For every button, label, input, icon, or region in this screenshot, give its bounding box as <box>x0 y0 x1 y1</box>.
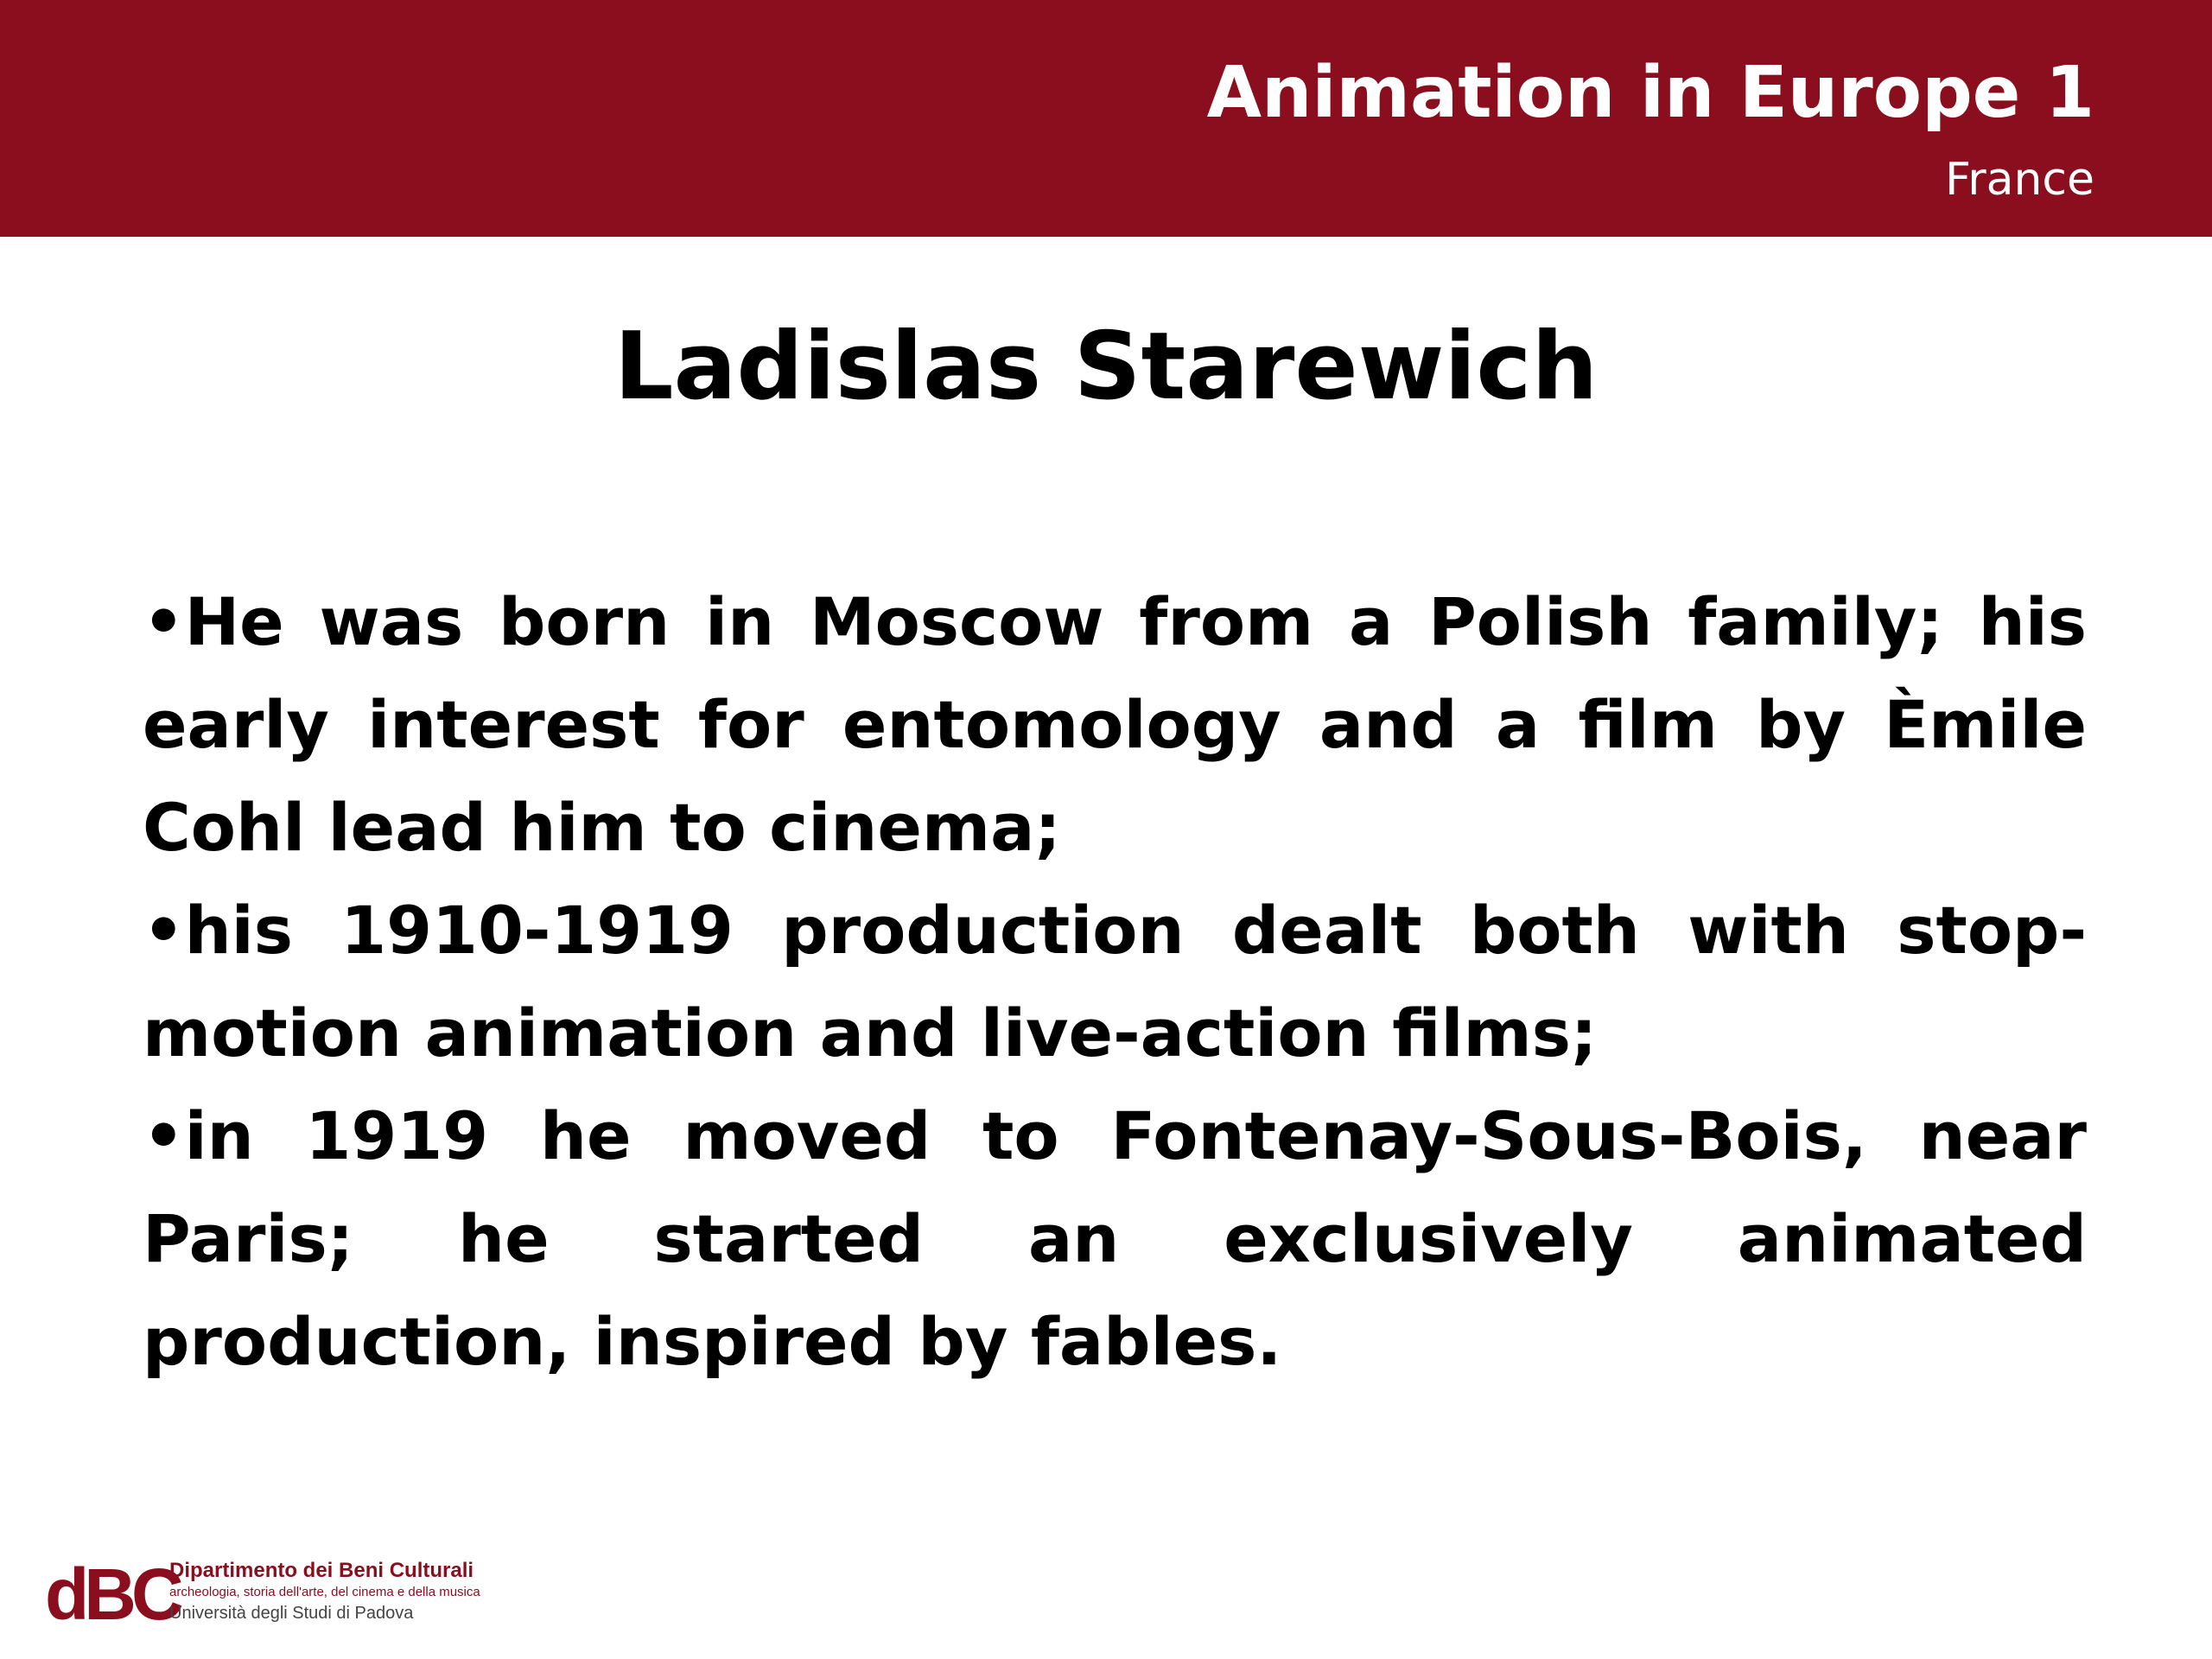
header-subtitle: France <box>1945 154 2094 206</box>
logo-university-name: Università degli Studi di Padova <box>169 1604 414 1623</box>
logo-department-subtitle: archeologia, storia dell'arte, del cinema e della musica <box>169 1585 480 1599</box>
logo-text <box>169 1559 480 1624</box>
header-title: Animation in Europe 1 <box>1206 52 2094 134</box>
slide-title: Ladislas Starewich <box>613 313 1599 421</box>
header-band <box>0 0 2212 237</box>
logo-department-name: Dipartimento dei Beni Culturali <box>169 1559 474 1582</box>
bullet-item: •in 1919 he moved to Fontenay-Sous-Bois, near Paris; he started an exclusively animated production, inspired by fables. <box>143 1097 2087 1380</box>
bullet-item: •his 1910-1919 production dealt both with stop-motion animation and live-action films; <box>143 892 2087 1071</box>
bullet-list <box>143 570 2087 1393</box>
logo-mark: dBC <box>45 1554 179 1635</box>
department-logo <box>45 1555 529 1633</box>
bullet-item: •He was born in Moscow from a Polish family; his early interest for entomology and a film by Èmile Cohl lead him to cinema; <box>143 583 2087 866</box>
